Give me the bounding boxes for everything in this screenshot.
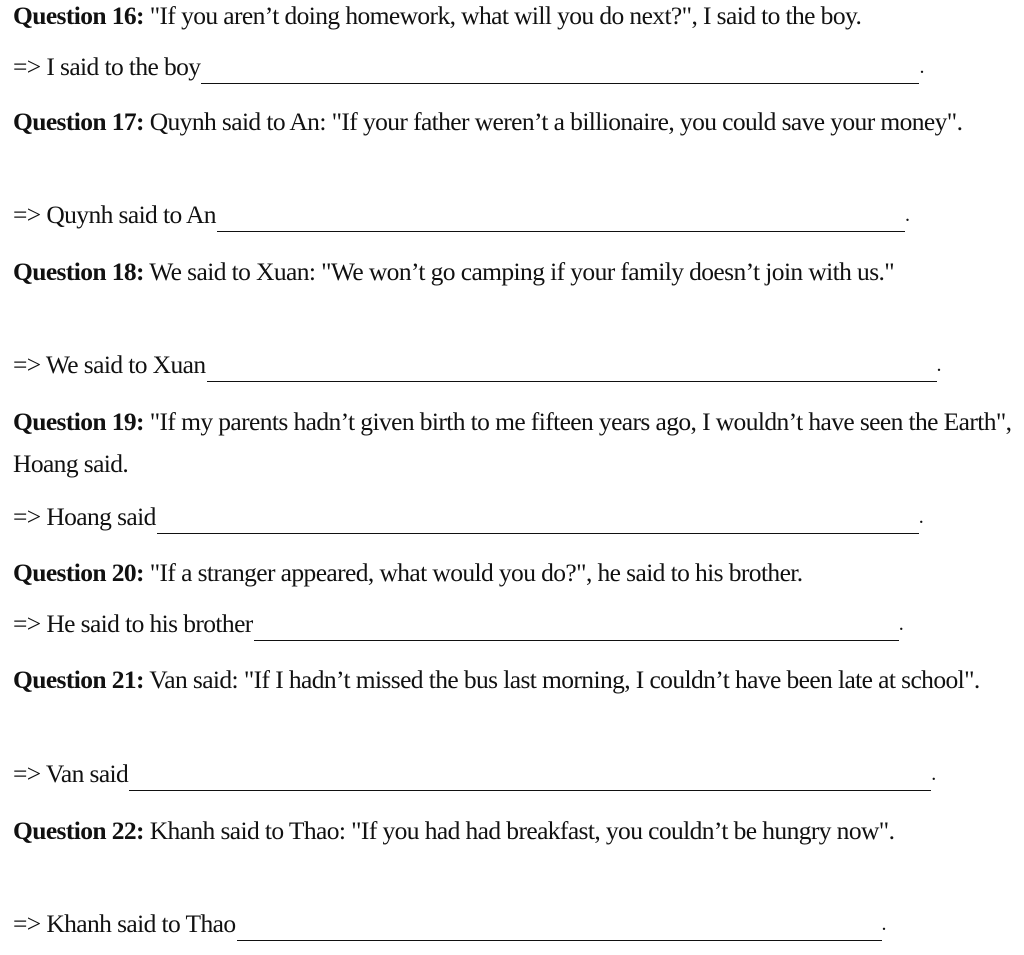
answer-line-18: [13, 348, 941, 382]
answer-line-22: [13, 907, 886, 941]
question-text: "If my parents hadn’t given birth to me fifteen years ago, I wouldn’t have seen the Earth", Hoang said.: [13, 407, 1012, 478]
question-16: [13, 0, 1018, 37]
answer-blank[interactable]: [237, 914, 882, 941]
answer-prefix: => He said to his brother: [13, 609, 253, 638]
question-20: [13, 552, 1018, 594]
answer-end: .: [936, 354, 941, 376]
question-text: Khanh said to Thao: "If you had had breakfast, you couldn’t be hungry now".: [143, 816, 895, 845]
question-label: Question 16:: [13, 1, 144, 30]
question-text: "If you aren’t doing homework, what will you do next?", I said to the boy.: [143, 1, 862, 30]
answer-end: .: [898, 613, 904, 635]
answer-prefix: => Quynh said to An: [13, 200, 216, 229]
answer-end: .: [918, 506, 924, 528]
question-label: Question 18:: [13, 257, 144, 286]
answer-prefix: => Van said: [13, 759, 129, 788]
question-18: [13, 251, 1018, 293]
question-22: [13, 810, 1018, 852]
answer-blank[interactable]: [217, 205, 905, 232]
question-text: Van said: "If I hadn’t missed the bus last morning, I couldn’t have been late at school".: [143, 665, 980, 694]
question-text: "If a stranger appeared, what would you do?", he said to his brother.: [143, 558, 803, 587]
question-text: We said to Xuan: "We won’t go camping if your family doesn’t join with us.": [143, 257, 895, 286]
answer-end: .: [931, 763, 936, 785]
question-label: Question 19:: [13, 407, 144, 436]
answer-line-20: [13, 607, 903, 641]
question-text: Quynh said to An: "If your father weren’t a billionaire, you could save your money".: [143, 107, 963, 136]
question-21: [13, 659, 1018, 701]
answer-prefix: => Hoang said: [13, 502, 156, 531]
answer-end: .: [881, 913, 886, 935]
answer-blank[interactable]: [207, 355, 937, 382]
question-label: Question 22:: [13, 816, 144, 845]
answer-blank[interactable]: [201, 57, 919, 84]
question-label: Question 21:: [13, 665, 144, 694]
answer-blank[interactable]: [254, 614, 899, 641]
answer-blank[interactable]: [129, 764, 931, 791]
answer-line-17: [13, 198, 909, 232]
answer-end: .: [904, 204, 910, 226]
question-label: Question 20:: [13, 558, 144, 587]
answer-prefix: => Khanh said to Thao: [13, 909, 236, 938]
answer-prefix: => We said to Xuan: [13, 350, 206, 379]
answer-line-21: [13, 757, 936, 791]
answer-line-19: [13, 500, 923, 534]
answer-prefix: => I said to the boy: [13, 52, 201, 81]
answer-line-16: [13, 50, 924, 84]
answer-end: .: [919, 56, 924, 78]
answer-blank[interactable]: [157, 507, 919, 534]
question-17: [13, 101, 1018, 143]
question-19: [13, 401, 1018, 485]
question-label: Question 17:: [13, 107, 144, 136]
